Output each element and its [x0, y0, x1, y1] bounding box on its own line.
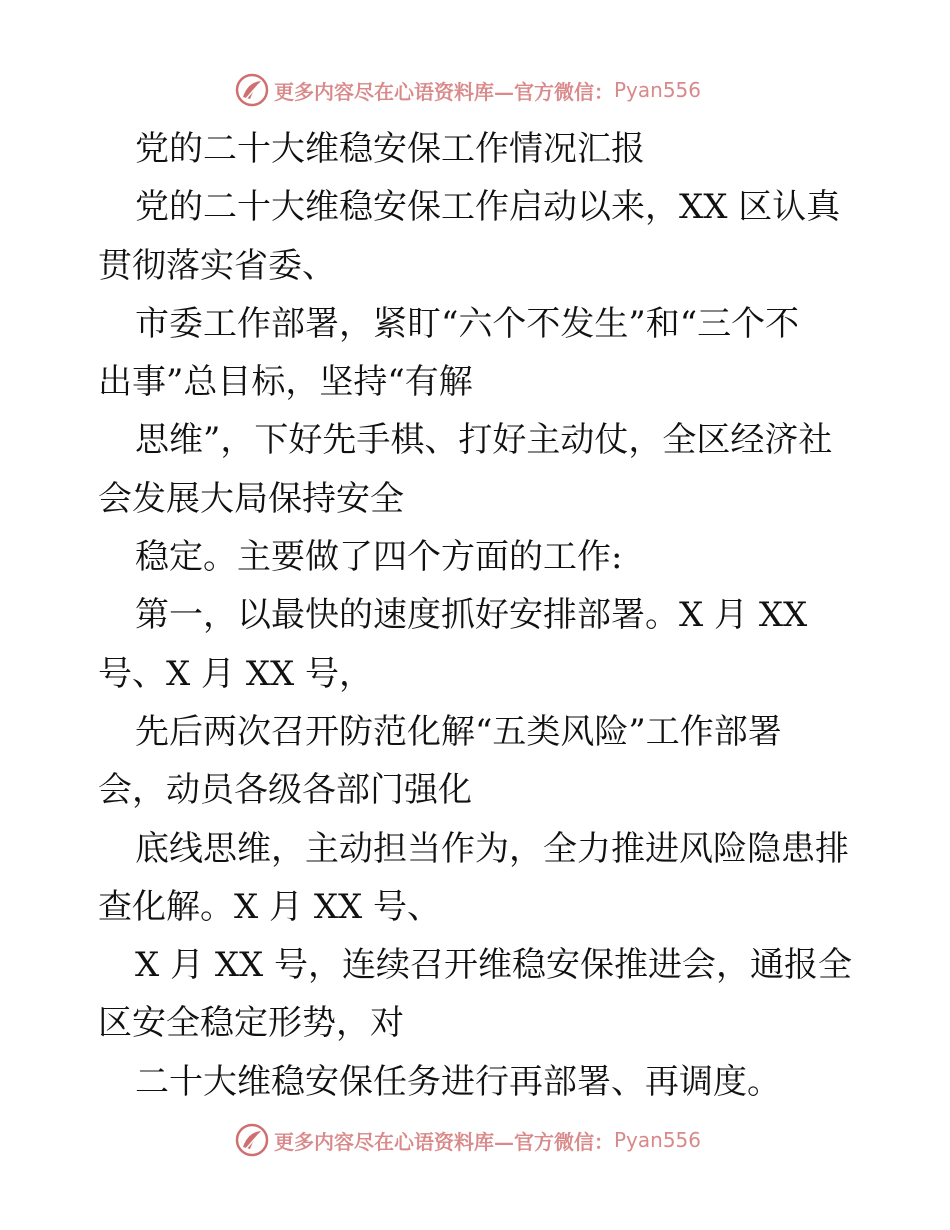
text-line: 出事”总目标，坚持“有解	[98, 362, 473, 403]
watermark-text: 更多内容尽在心语资料库—官方微信：	[274, 79, 614, 104]
text-line: 区安全稳定形势，对	[98, 1003, 404, 1044]
document-body	[98, 120, 888, 1111]
text-line: 会发展大局保持安全	[98, 478, 404, 519]
watermark-text: 更多内容尽在心语资料库—官方微信：	[274, 1129, 614, 1154]
text-line: 先后两次召开防范化解“五类风险”工作部署	[135, 711, 782, 752]
text-line: 号、X 月 XX 号，	[98, 653, 374, 694]
footer-watermark	[234, 1120, 701, 1160]
text-line: 稳定。主要做了四个方面的工作:	[135, 537, 623, 578]
text-line: X 月 XX 号，连续召开维稳安保推进会，通报全	[135, 945, 853, 986]
text-line: 会，动员各级各部门强化	[98, 770, 472, 811]
watermark-id: Pyan556	[614, 78, 702, 102]
text-line: 思维”，下好先手棋、打好主动仗，全区经济社	[135, 420, 833, 461]
brand-logo-icon	[234, 1122, 270, 1158]
watermark-id: Pyan556	[614, 1128, 702, 1152]
text-line: 第一，以最快的速度抓好安排部署。X 月 XX	[135, 595, 808, 636]
text-line: 贯彻落实省委、	[98, 245, 336, 286]
text-line: 党的二十大维稳安保工作情况汇报	[135, 129, 645, 169]
text-line: 市委工作部署，紧盯“六个不发生”和“三个不	[135, 303, 800, 344]
text-line: 党的二十大维稳安保工作启动以来，XX 区认真	[135, 187, 841, 228]
text-line: 二十大维稳安保任务进行再部署、再调度。	[135, 1061, 781, 1102]
text-line: 查化解。X 月 XX 号、	[98, 886, 442, 927]
brand-logo-icon	[234, 72, 270, 108]
header-watermark	[234, 70, 701, 110]
text-line: 底线思维，主动担当作为，全力推进风险隐患排	[135, 828, 849, 869]
